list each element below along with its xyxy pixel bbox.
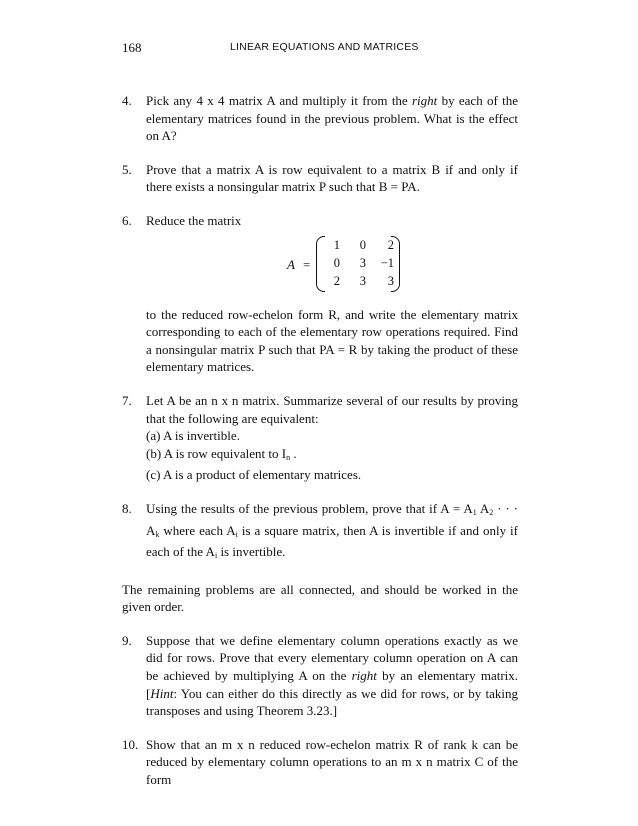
problem-number: 9. bbox=[122, 632, 132, 648]
problem-text: Let A be an n x n matrix. Summarize several of our results by proving that the following are equivalent: bbox=[146, 392, 518, 426]
matrix-label: A bbox=[287, 256, 295, 272]
problem-text: where each A bbox=[159, 522, 236, 538]
matrix bbox=[316, 236, 400, 290]
matrix-cell: 0 bbox=[333, 255, 340, 270]
problem-text: is invertible. bbox=[217, 544, 286, 560]
problem-text: Show that an m x n reduced row-echelon matrix R of rank k can be reduced by elementary column operations to an m x n matrix C of the form bbox=[146, 736, 518, 788]
problem-text: by an elementary matrix. [ bbox=[146, 668, 519, 701]
equivalence-list bbox=[146, 427, 518, 484]
matrix-cell: 3 bbox=[359, 255, 366, 270]
subscript: k bbox=[155, 529, 160, 539]
problem-10 bbox=[122, 736, 518, 789]
problem-text: Reduce the matrix bbox=[146, 212, 242, 228]
matrix-cell: 2 bbox=[387, 237, 394, 252]
matrix-cell: −1 bbox=[380, 255, 394, 270]
matrix-cell: 1 bbox=[333, 237, 340, 252]
running-head: LINEAR EQUATIONS AND MATRICES bbox=[230, 41, 419, 53]
problem-text: Suppose that we define elementary column operations exactly as we did for rows. Prove that every elementary column operation on A can be achieved by multiplying A on the bbox=[146, 632, 518, 684]
problem-text: is a square matrix, then A is invertible if and only if each of the A bbox=[146, 522, 519, 560]
list-item-text: (b) A is row equivalent to I bbox=[146, 445, 287, 461]
problem-7 bbox=[122, 392, 518, 484]
problem-number: 6. bbox=[122, 212, 132, 228]
problem-number: 8. bbox=[122, 500, 132, 516]
problem-text: Using the results of the previous problem, prove that if A = A bbox=[146, 500, 473, 516]
page-number: 168 bbox=[122, 40, 142, 55]
section-note: The remaining problems are all connected, and should be worked in the given order. bbox=[122, 581, 518, 615]
problem-6 bbox=[122, 212, 518, 376]
problem-text: · · · A bbox=[146, 500, 518, 538]
subscript: i bbox=[235, 529, 238, 539]
matrix-cell: 3 bbox=[387, 273, 394, 288]
problem-8 bbox=[122, 500, 518, 565]
problem-number: 10. bbox=[122, 736, 139, 752]
equals-sign: = bbox=[303, 256, 311, 272]
problem-9 bbox=[122, 632, 518, 720]
subscript: i bbox=[214, 551, 218, 561]
problem-text: Prove that a matrix A is row equivalent to a matrix B if and only if there exists a nonsingular matrix P such that B = PA. bbox=[146, 161, 518, 195]
list-item: (c) A is a product of elementary matrices. bbox=[146, 467, 362, 483]
problem-number: 7. bbox=[122, 392, 132, 408]
page-body bbox=[122, 92, 518, 805]
matrix-cell: 3 bbox=[359, 273, 366, 288]
problem-text: Pick any 4 x 4 matrix A and multiply it from the bbox=[146, 93, 412, 108]
matrix-cell: 0 bbox=[359, 237, 366, 252]
problem-5 bbox=[122, 161, 518, 196]
emphasis-right: right bbox=[351, 668, 377, 684]
matrix-display bbox=[146, 236, 518, 292]
problem-4 bbox=[122, 92, 518, 145]
matrix-cell: 2 bbox=[333, 273, 340, 288]
problem-text: by each of the elementary matrices found in the previous problem. What is the effect on A? bbox=[146, 93, 518, 144]
subscript: 2 bbox=[489, 507, 494, 517]
list-item: (a) A is invertible. bbox=[146, 428, 240, 444]
page-header bbox=[122, 40, 518, 60]
problem-number: 4. bbox=[122, 93, 132, 108]
problem-text: : You can either do this directly as we did for rows, or by taking transposes and using Theorem 3.23.] bbox=[146, 685, 518, 719]
problem-text: A bbox=[476, 500, 490, 516]
problem-number: 5. bbox=[122, 161, 132, 177]
emphasis-hint: Hint bbox=[150, 685, 174, 701]
subscript: n bbox=[286, 452, 291, 462]
list-item bbox=[146, 445, 518, 467]
list-item-text: . bbox=[290, 445, 297, 461]
subscript: 1 bbox=[472, 507, 477, 517]
emphasis-right: right bbox=[412, 93, 438, 108]
problem-text: to the reduced row-echelon form R, and write the elementary matrix corresponding to each of the elementary row operations required. Find a nonsingular matrix P such that PA = R by taking the product of these elementary matrices. bbox=[146, 306, 518, 375]
